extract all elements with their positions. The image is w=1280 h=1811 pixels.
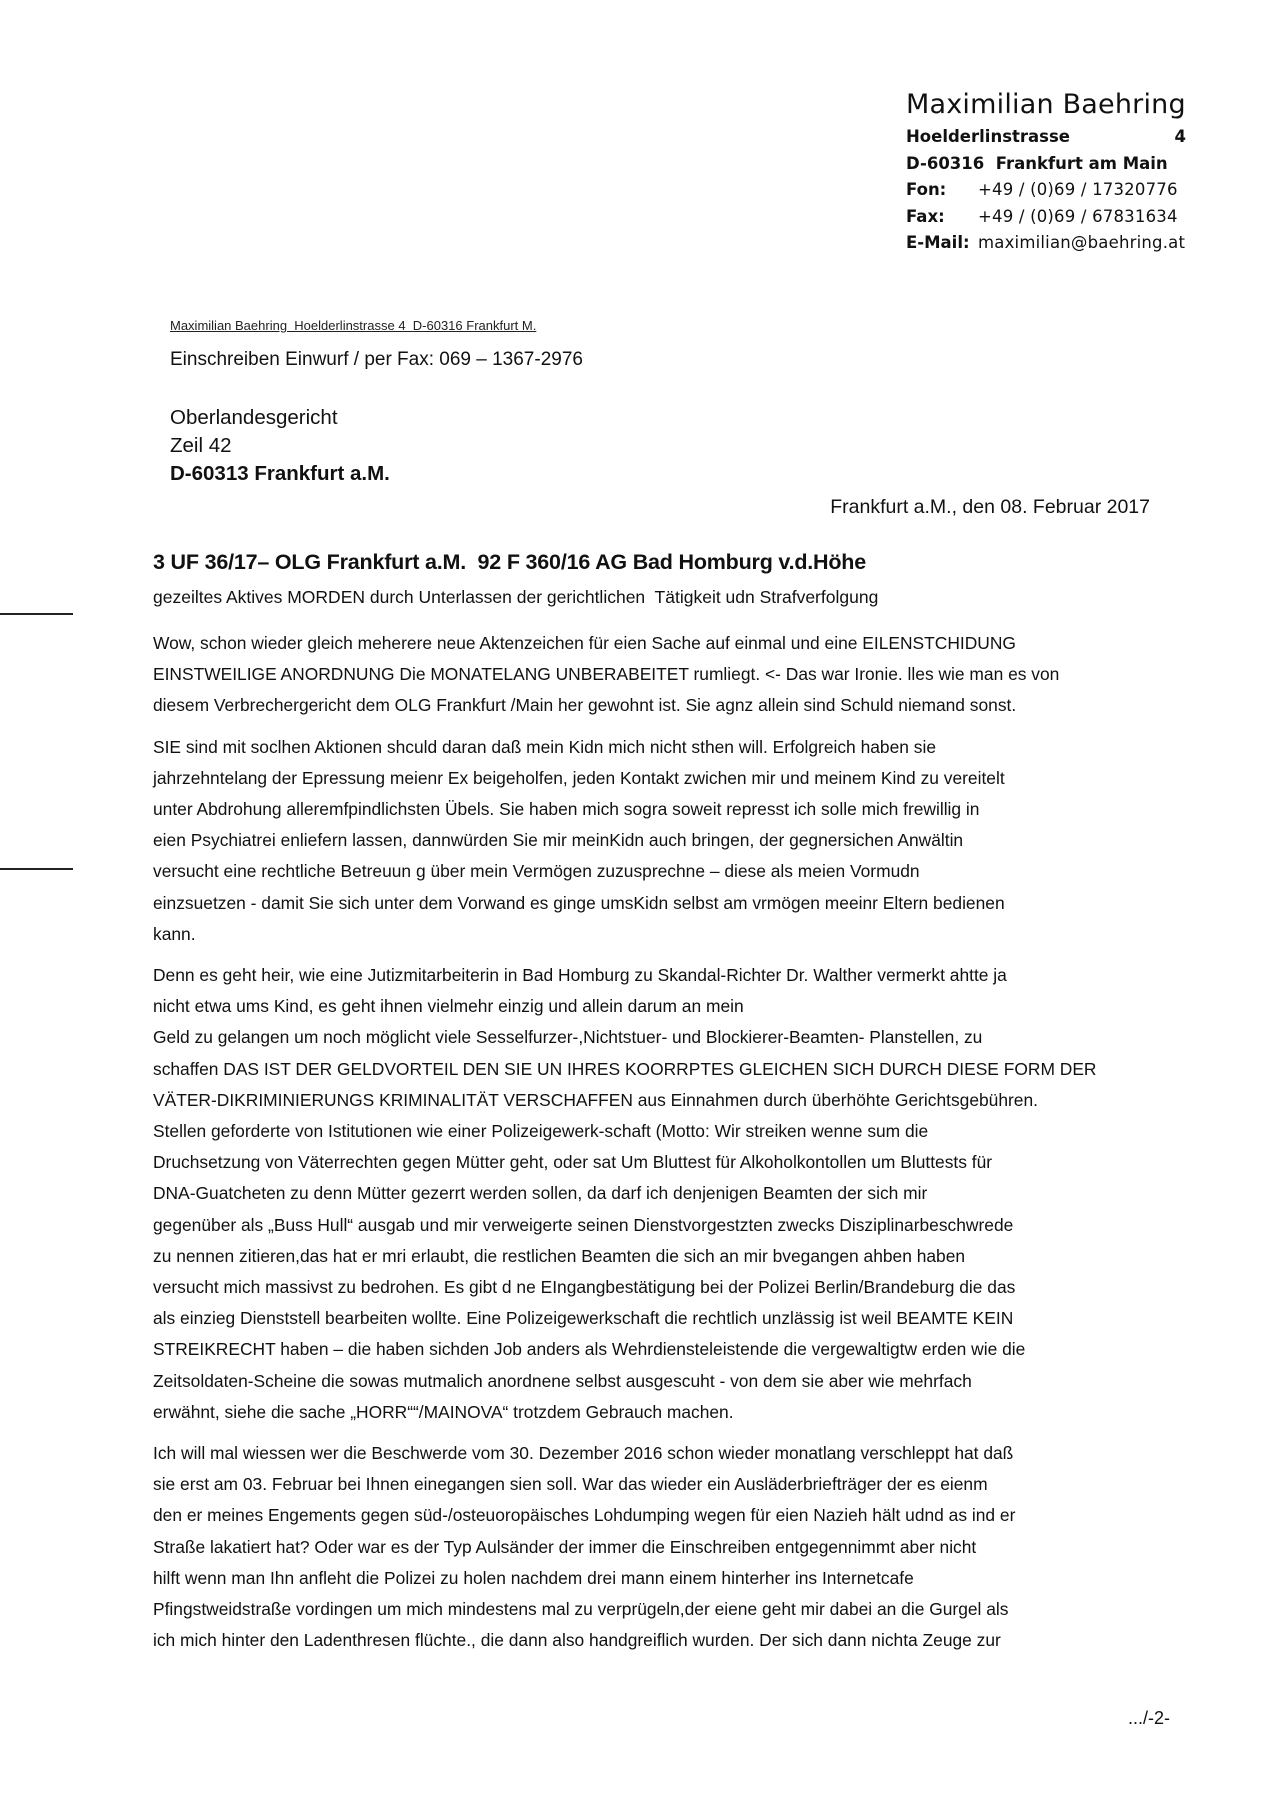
sender-fax-row [906,204,1186,231]
body-line: Ich will mal wiessen wer die Beschwerde vom 30. Dezember 2016 schon wieder monatlang verschleppt hat daß [153,1443,1014,1464]
body-line: VÄTER-DIKRIMINIERUNGS KRIMINALITÄT VERSCHAFFEN aus Einnahmen durch überhöhte Gerichtsgebühren. [153,1089,1038,1110]
body-line: Geld zu gelangen um noch möglicht viele Sesselfurzer-,Nichtstuer- und Blockierer-Beamten- Planstellen, zu [153,1027,983,1048]
body-line: nicht etwa ums Kind, es geht ihnen vielmehr einzig und allein darum an mein [153,996,744,1017]
sender-fax: +49 / (0)69 / 67831634 [978,206,1178,226]
body-line: Stellen geforderte von Istitutionen wie einer Polizeigewerk-schaft (Motto: Wir streiken wenne sum die [153,1121,929,1142]
body-paragraph [153,960,1193,1428]
body-line: zu nennen zitieren,das hat er mri erlaubt, die restlichen Beamten die sich an mir bvegangen ahben haben [153,1245,966,1266]
phone-label: Fon: [906,180,947,199]
body-line: versucht eine rechtliche Betreuun g über mein Vermögen zuzusprechne – diese als meien Vormudn [153,861,920,882]
sender-street-row [906,124,1186,151]
body-line: Wow, schon wieder gleich meherere neue Aktenzeichen für eien Sache auf einmal und eine EILENSTCHIDUNG [153,633,1016,653]
sender-phone-row [906,177,1186,204]
body-line: Zeitsoldaten-Scheine die sowas mutmalich anordnene selbst ausgescuht - von dem sie aber wie mehrfach [153,1370,972,1391]
fold-mark-middle [0,868,73,870]
body-line: jahrzehntelang der Epressung meienr Ex beigeholfen, jeden Kontakt zwichen mir und meinem Kind zu vereitelt [153,767,1005,788]
return-address-line: Maximilian Baehring Hoelderlinstrasse 4 D-60316 Frankfurt M. [170,318,537,333]
page-continuation: .../-2- [1128,1708,1171,1728]
body-line: eien Psychiatrei enliefern lassen, dannwürden Sie mir meinKidn auch bringen, der gegnersichen Anwältin [153,830,964,851]
body-line: einzsuetzen - damit Sie sich unter dem Vorwand es ginge umsKidn selbst am vrmögen meeinr Eltern bedienen [153,892,1005,913]
fax-label: Fax: [906,206,945,226]
recipient-street: Zeil 42 [170,434,232,457]
sender-phone: +49 / (0)69 / 17320776 [978,180,1178,199]
recipient-city: D-60313 Frankfurt a.M. [170,462,390,485]
body-paragraph [153,628,1193,722]
sender-city-row [906,151,1186,178]
body-line: ich mich hinter den Ladenthresen flüchte., die dann also handgreiflich wurden. Der sich dann nichta Zeuge zur [153,1630,1001,1651]
body-paragraph [153,1438,1193,1656]
body-line: versucht mich massivst zu bedrohen. Es gibt d ne EIngangbestätigung bei der Polizei Berlin/Brandeburg die das [153,1277,1016,1298]
body-line: Druchsetzung von Väterrechten gegen Mütter geht, oder sat Um Bluttest für Alkoholkontollen um Bluttests für [153,1152,993,1173]
sender-email-row [906,230,1186,257]
body-line: erwähnt, siehe die sache „HORR““/MAINOVA“ trotzdem Gebrauch machen. [153,1401,734,1422]
letter-body [153,628,1193,1667]
recipient-address [170,404,390,488]
fold-mark-top [0,613,73,615]
body-line: diesem Verbrechergericht dem OLG Frankfurt /Main her gewohnt ist. Sie agnz allein sind Schuld niemand sonst. [153,695,1017,716]
sender-street: Hoelderlinstrasse [906,127,1071,146]
body-line: DNA-Guatcheten zu denn Mütter gezerrt werden sollen, da darf ich denjenigen Beamten der sich mir [153,1183,928,1204]
subject-line: gezeiltes Aktives MORDEN durch Unterlassen der gerichtlichen Tätigkeit udn Strafverfolgung [153,587,879,607]
body-line: SIE sind mit soclhen Aktionen shculd daran daß mein Kidn mich nicht sthen will. Erfolgreich haben sie [153,736,936,757]
recipient-name: Oberlandesgericht [170,406,338,429]
body-paragraph [153,732,1193,950]
sender-letterhead [906,86,1186,257]
body-line: Straße lakatiert hat? Oder war es der Typ Aulsänder der immer die Einschreiben entgegennimmt aber nicht [153,1536,977,1557]
body-line: unter Abdrohung alleremfpindlichsten Übels. Sie haben mich sogra soweit represst ich solle mich frewillig in [153,799,980,820]
body-line: gegenüber als „Buss Hull“ ausgab und mir verweigerte seinen Dienstvorgestzten zwecks Disziplinarbeschwrede [153,1214,1014,1235]
case-reference: 3 UF 36/17– OLG Frankfurt a.M. 92 F 360/16 AG Bad Homburg v.d.Höhe [153,550,867,574]
delivery-note: Einschreiben Einwurf / per Fax: 069 – 1367-2976 [170,349,583,370]
body-line: als einzieg Dienststell bearbeiten wollte. Eine Polizeigewerkschaft die rechtlich unzlässig ist weil BEAMTE KEIN [153,1308,1014,1329]
sender-email: maximilian@baehring.at [978,233,1186,252]
date-line: Frankfurt a.M., den 08. Februar 2017 [830,496,1150,518]
body-line: schaffen DAS IST DER GELDVORTEIL DEN SIE UN IHRES KOORRPTES GLEICHEN SICH DURCH DIESE FORM DER [153,1058,1097,1079]
body-line: kann. [153,923,196,944]
body-line: hilft wenn man Ihn anfleht die Polizei zu holen nachdem drei mann einem hinterher ins Internetcafe [153,1567,914,1588]
email-label: E-Mail: [906,233,970,252]
body-line: sie erst am 03. Februar bei Ihnen einegangen sien soll. War das wieder ein Ausläderbriefträger der es eienm [153,1474,988,1495]
body-line: Denn es geht heir, wie eine Jutizmitarbeiterin in Bad Homburg zu Skandal-Richter Dr. Walther vermerkt ahtte ja [153,965,1007,986]
body-line: Pfingstweidstraße vordingen um mich mindestens mal zu verprügeln,der eiene geht mir dabei an die Gurgel als [153,1599,1009,1620]
sender-city: D-60316 Frankfurt am Main [906,153,1168,173]
body-line: EINSTWEILIGE ANORDNUNG Die MONATELANG UNBERABEITET rumliegt. <- Das war Ironie. lles wie man es von [153,664,1060,685]
body-line: STREIKRECHT haben – die haben sichden Job anders als Wehrdiensteleistende die vergewaltigtw erden wie die [153,1339,1026,1360]
sender-name: Maximilian Baehring [906,89,1186,120]
sender-house-number: 4 [1174,127,1186,146]
body-line: den er meines Engements gegen süd-/osteuoropäisches Lohdumping wegen für eien Nazieh hält udnd as ind er [153,1505,1016,1526]
